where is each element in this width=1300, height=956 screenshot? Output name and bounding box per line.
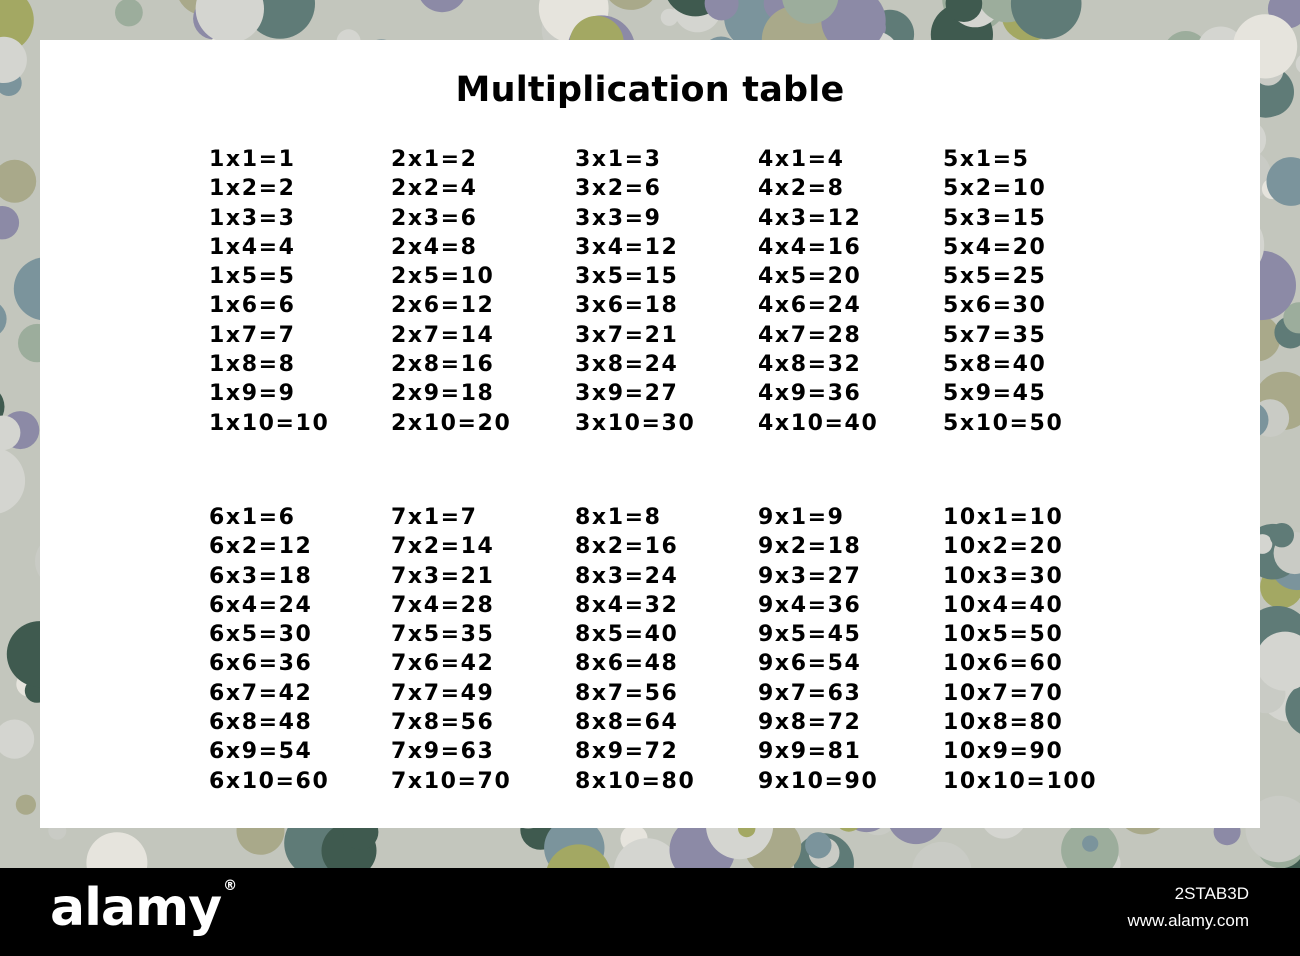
equation: 9x6=54 xyxy=(758,651,862,677)
equation: 9x1=9 xyxy=(758,505,845,530)
equation: 3x4=12 xyxy=(575,234,679,260)
equation: 3x10=30 xyxy=(575,410,696,436)
equation: 3x5=15 xyxy=(575,264,679,290)
equation: 3x9=27 xyxy=(575,381,679,407)
equation: 6x7=42 xyxy=(209,680,313,706)
table-column-7 xyxy=(391,503,511,796)
equation: 2x6=12 xyxy=(391,293,495,319)
equation: 3x7=21 xyxy=(575,322,679,348)
equation: 6x1=6 xyxy=(209,505,296,530)
equation: 9x2=18 xyxy=(758,534,862,560)
equation: 3x3=9 xyxy=(575,205,662,231)
equation: 4x2=8 xyxy=(758,176,845,202)
equation: 9x8=72 xyxy=(758,710,862,736)
equation: 5x4=20 xyxy=(943,234,1047,260)
equation: 10x4=40 xyxy=(943,592,1064,618)
equation: 1x2=2 xyxy=(209,176,296,202)
equation: 1x10=10 xyxy=(209,410,330,436)
equation: 3x8=24 xyxy=(575,352,679,378)
equation: 5x5=25 xyxy=(943,264,1047,290)
equation: 7x9=63 xyxy=(391,739,495,765)
table-column-5 xyxy=(943,145,1063,438)
equation: 2x8=16 xyxy=(391,352,495,378)
equation: 2x1=2 xyxy=(391,147,478,172)
equation: 8x1=8 xyxy=(575,505,662,530)
equation: 10x6=60 xyxy=(943,651,1064,677)
equation: 7x1=7 xyxy=(391,505,478,530)
equation: 7x10=70 xyxy=(391,768,512,794)
equation: 6x5=30 xyxy=(209,622,313,648)
equation: 2x10=20 xyxy=(391,410,512,436)
equation: 2x5=10 xyxy=(391,264,495,290)
equation: 1x4=4 xyxy=(209,234,296,260)
equation: 9x3=27 xyxy=(758,563,862,589)
table-column-6 xyxy=(209,503,329,796)
equation: 1x3=3 xyxy=(209,205,296,231)
equation: 10x5=50 xyxy=(943,622,1064,648)
equation: 5x10=50 xyxy=(943,410,1064,436)
equation: 8x9=72 xyxy=(575,739,679,765)
equation: 5x6=30 xyxy=(943,293,1047,319)
brand-logo: alamy ® xyxy=(50,878,237,938)
equation: 4x5=20 xyxy=(758,264,862,290)
equation: 2x2=4 xyxy=(391,176,478,202)
equation: 5x1=5 xyxy=(943,147,1030,172)
equation: 10x10=100 xyxy=(943,768,1098,794)
equation: 1x6=6 xyxy=(209,293,296,319)
equation: 7x6=42 xyxy=(391,651,495,677)
equation: 6x3=18 xyxy=(209,563,313,589)
table-column-10 xyxy=(943,503,1097,796)
equation: 10x3=30 xyxy=(943,563,1064,589)
equation: 2x9=18 xyxy=(391,381,495,407)
equation: 1x7=7 xyxy=(209,322,296,348)
equation: 1x8=8 xyxy=(209,352,296,378)
equation: 4x8=32 xyxy=(758,352,862,378)
equation: 1x1=1 xyxy=(209,147,296,172)
equation: 9x7=63 xyxy=(758,680,862,706)
equation: 4x7=28 xyxy=(758,322,862,348)
equation: 8x7=56 xyxy=(575,680,679,706)
equation: 5x8=40 xyxy=(943,352,1047,378)
equation: 6x2=12 xyxy=(209,534,313,560)
equation: 3x6=18 xyxy=(575,293,679,319)
table-column-2 xyxy=(391,145,511,438)
table-column-9 xyxy=(758,503,878,796)
equation: 9x9=81 xyxy=(758,739,862,765)
equation: 10x9=90 xyxy=(943,739,1064,765)
equation: 6x9=54 xyxy=(209,739,313,765)
table-column-3 xyxy=(575,145,695,438)
equation: 7x4=28 xyxy=(391,592,495,618)
equation: 8x8=64 xyxy=(575,710,679,736)
equation: 10x2=20 xyxy=(943,534,1064,560)
equation: 1x5=5 xyxy=(209,264,296,290)
equation: 8x5=40 xyxy=(575,622,679,648)
equation: 5x2=10 xyxy=(943,176,1047,202)
equation: 8x2=16 xyxy=(575,534,679,560)
page-title: Multiplication table xyxy=(455,70,845,110)
site-url: www.alamy.com xyxy=(1127,911,1249,930)
table-column-4 xyxy=(758,145,878,438)
equation: 4x9=36 xyxy=(758,381,862,407)
equation: 8x6=48 xyxy=(575,651,679,677)
equation: 7x8=56 xyxy=(391,710,495,736)
equation: 4x3=12 xyxy=(758,205,862,231)
equation: 6x4=24 xyxy=(209,592,313,618)
image-id: 2STAB3D xyxy=(1174,884,1249,903)
table-column-8 xyxy=(575,503,695,796)
equation: 7x3=21 xyxy=(391,563,495,589)
equation: 4x10=40 xyxy=(758,410,879,436)
equation: 8x3=24 xyxy=(575,563,679,589)
equation: 6x10=60 xyxy=(209,768,330,794)
equation: 4x1=4 xyxy=(758,147,845,172)
equation: 2x7=14 xyxy=(391,322,495,348)
equation: 2x4=8 xyxy=(391,234,478,260)
equation: 8x10=80 xyxy=(575,768,696,794)
equation: 3x2=6 xyxy=(575,176,662,202)
equation: 10x8=80 xyxy=(943,710,1064,736)
equation: 7x7=49 xyxy=(391,680,495,706)
equation: 6x6=36 xyxy=(209,651,313,677)
equation: 4x4=16 xyxy=(758,234,862,260)
equation: 5x7=35 xyxy=(943,322,1047,348)
equation: 9x5=45 xyxy=(758,622,862,648)
equation: 8x4=32 xyxy=(575,592,679,618)
equation: 10x7=70 xyxy=(943,680,1064,706)
equation: 7x2=14 xyxy=(391,534,495,560)
equation: 9x10=90 xyxy=(758,768,879,794)
equation: 4x6=24 xyxy=(758,293,862,319)
equation: 1x9=9 xyxy=(209,381,296,407)
equation: 5x3=15 xyxy=(943,205,1047,231)
equation: 2x3=6 xyxy=(391,205,478,231)
equation: 3x1=3 xyxy=(575,147,662,172)
equation: 6x8=48 xyxy=(209,710,313,736)
equation: 9x4=36 xyxy=(758,592,862,618)
equation: 5x9=45 xyxy=(943,381,1047,407)
table-column-1 xyxy=(209,145,329,438)
equation: 7x5=35 xyxy=(391,622,495,648)
equation: 10x1=10 xyxy=(943,505,1064,530)
